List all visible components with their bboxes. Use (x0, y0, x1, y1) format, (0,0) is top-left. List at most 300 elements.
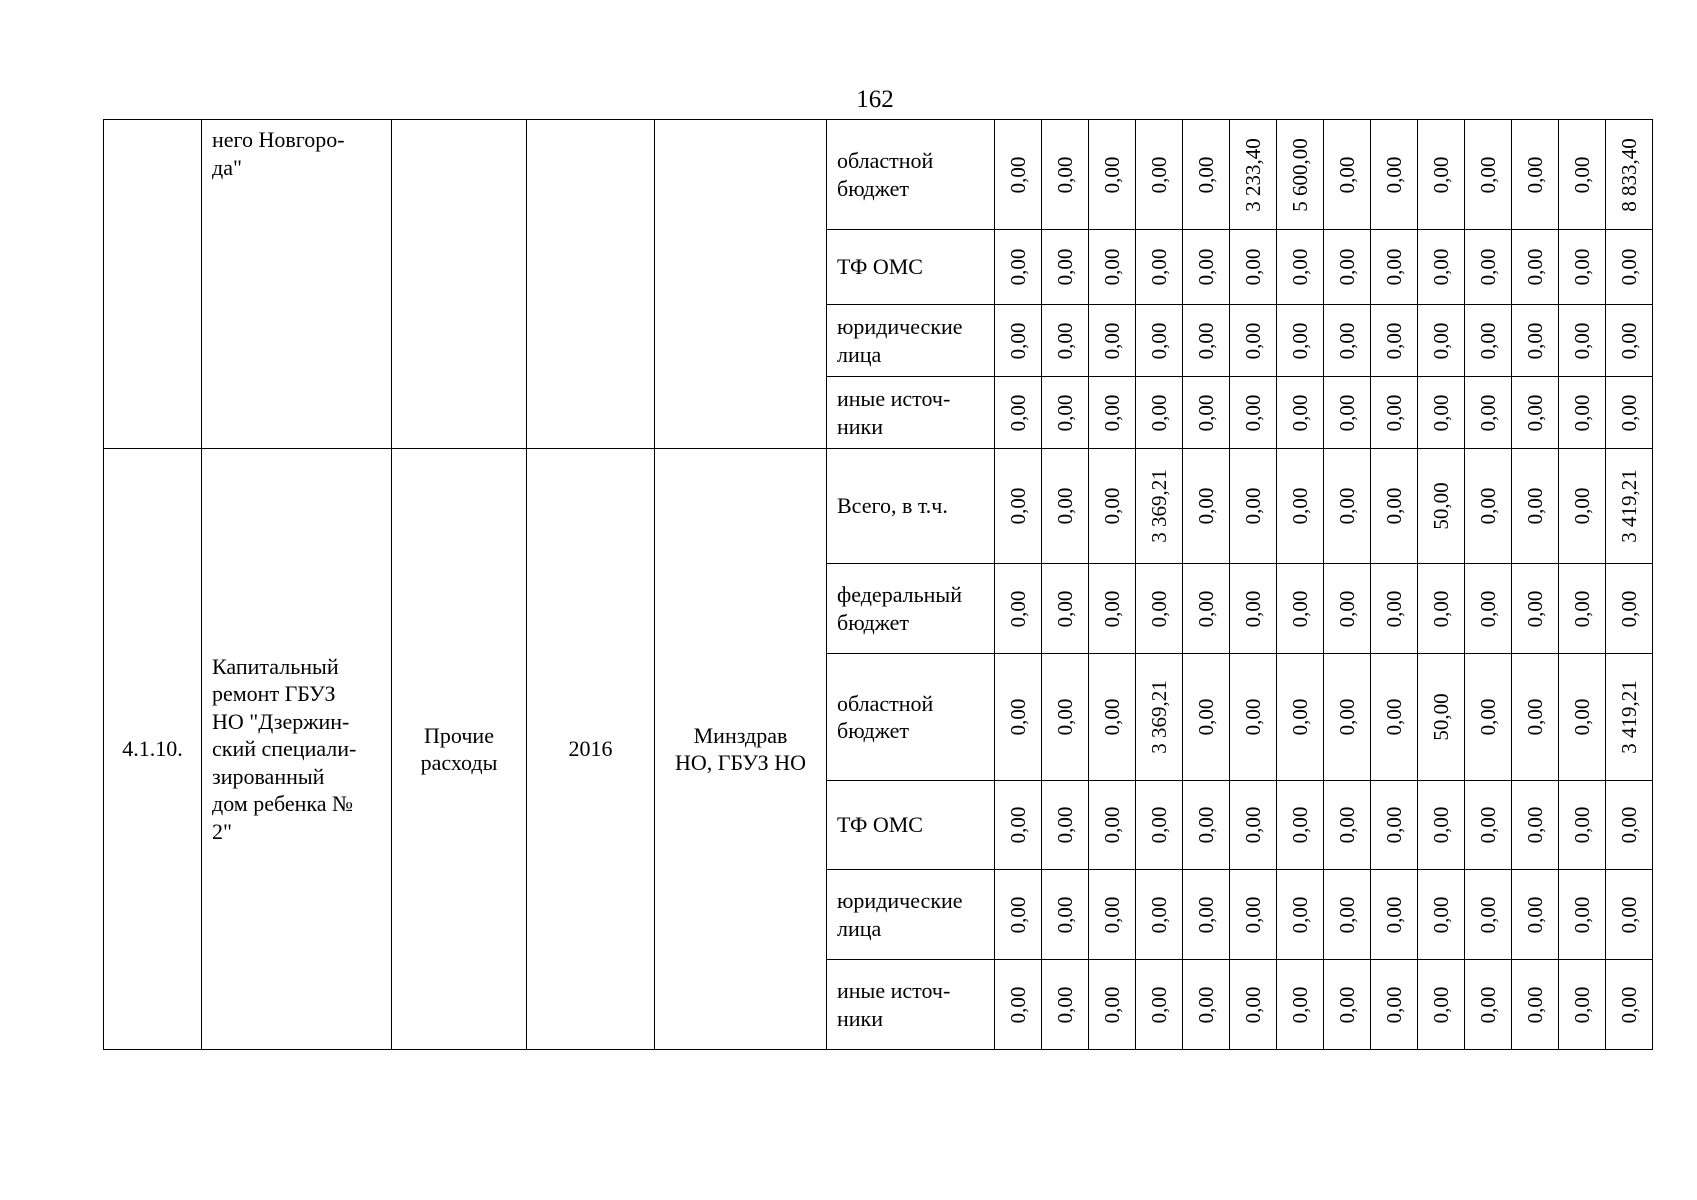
amount-value: 0,00 (1052, 394, 1077, 431)
amount-value: 0,00 (1522, 698, 1547, 736)
amount-value: 0,00 (1381, 156, 1406, 193)
amount-cell (1606, 960, 1653, 1050)
amount-cell (1042, 564, 1089, 654)
text-line: Минздрав (693, 722, 788, 748)
amount-cell (1606, 230, 1653, 305)
amount-cell (1089, 781, 1136, 870)
amount-cell (1277, 960, 1324, 1050)
amount-cell (1183, 564, 1230, 654)
text-line: расходы (420, 750, 498, 775)
amount-cell (1230, 781, 1277, 870)
amount-value: 0,00 (1287, 322, 1312, 359)
amount-cell (1371, 654, 1418, 781)
text-line: юридические (837, 888, 963, 913)
text-line: лица (837, 915, 882, 941)
amount-cell (1606, 305, 1653, 377)
amount-cell (1465, 120, 1512, 230)
amount-cell (1324, 564, 1371, 654)
amount-cell (1559, 305, 1606, 377)
amount-cell (1418, 377, 1465, 449)
amount-value: 0,00 (1381, 394, 1406, 431)
amount-value: 0,00 (1193, 806, 1218, 844)
text-line: иные источ- (837, 978, 951, 1003)
amount-cell (1418, 305, 1465, 377)
amount-cell (1183, 960, 1230, 1050)
amount-cell (995, 230, 1042, 305)
amount-value: 0,00 (1616, 896, 1641, 933)
amount-cell (1559, 120, 1606, 230)
amount-cell (1371, 230, 1418, 305)
amount-cell (1324, 120, 1371, 230)
amount-value: 0,00 (1240, 896, 1265, 933)
amount-value: 0,00 (1381, 322, 1406, 359)
amount-value: 0,00 (1005, 394, 1030, 431)
amount-cell (1183, 120, 1230, 230)
amount-cell (1324, 870, 1371, 960)
funding-source (827, 781, 995, 870)
amount-cell (1183, 654, 1230, 781)
amount-value: 0,00 (1193, 394, 1218, 431)
amount-value: 0,00 (1052, 590, 1077, 627)
amount-cell (1324, 305, 1371, 377)
amount-value: 0,00 (1334, 487, 1359, 525)
amount-cell (1418, 564, 1465, 654)
text-line: Капитальный (212, 653, 339, 679)
amount-cell (1371, 449, 1418, 564)
text-line: юридические (837, 314, 963, 339)
amount-value: 0,00 (1146, 248, 1171, 286)
amount-value: 0,00 (1569, 590, 1594, 627)
amount-value: 0,00 (1193, 487, 1218, 525)
amount-cell (1559, 230, 1606, 305)
amount-value: 50,00 (1428, 693, 1453, 741)
amount-value: 0,00 (1616, 248, 1641, 286)
amount-cell (1230, 449, 1277, 564)
amount-cell (1277, 781, 1324, 870)
amount-value: 0,00 (1193, 986, 1218, 1023)
item-name (202, 120, 392, 449)
amount-value: 0,00 (1569, 248, 1594, 286)
funding-source (827, 305, 995, 377)
amount-value: 0,00 (1475, 698, 1500, 736)
item-name (202, 449, 392, 1050)
amount-value: 0,00 (1146, 806, 1171, 844)
amount-value: 0,00 (1428, 590, 1453, 627)
amount-value: 0,00 (1428, 986, 1453, 1023)
amount-cell (1512, 230, 1559, 305)
text-line: ремонт ГБУЗ (212, 681, 336, 707)
amount-value: 0,00 (1287, 590, 1312, 627)
amount-cell (1512, 870, 1559, 960)
text-line: бюджет (837, 718, 909, 743)
amount-cell (1371, 960, 1418, 1050)
amount-value: 0,00 (1475, 806, 1500, 844)
item-code: 4.1.10. (104, 449, 202, 1050)
amount-value: 0,00 (1381, 487, 1406, 525)
amount-cell (1042, 230, 1089, 305)
amount-value: 0,00 (1334, 248, 1359, 286)
amount-value: 0,00 (1287, 487, 1312, 525)
amount-value: 0,00 (1522, 394, 1547, 431)
amount-cell (995, 960, 1042, 1050)
amount-value: 0,00 (1569, 896, 1594, 933)
amount-value: 0,00 (1381, 698, 1406, 736)
amount-value: 0,00 (1005, 156, 1030, 193)
amount-value: 0,00 (1052, 806, 1077, 844)
amount-value: 0,00 (1052, 248, 1077, 286)
amount-value: 0,00 (1334, 322, 1359, 359)
amount-cell (1136, 870, 1183, 960)
amount-value: 0,00 (1005, 986, 1030, 1023)
amount-value: 0,00 (1287, 248, 1312, 286)
amount-cell (1042, 449, 1089, 564)
amount-cell (1136, 654, 1183, 781)
amount-value: 0,00 (1287, 896, 1312, 933)
amount-value: 0,00 (1287, 806, 1312, 844)
text-line: 2" (212, 818, 232, 844)
amount-value: 0,00 (1522, 806, 1547, 844)
year (527, 120, 655, 449)
amount-cell (1324, 960, 1371, 1050)
amount-value: 0,00 (1428, 156, 1453, 193)
amount-cell (1183, 377, 1230, 449)
amount-cell (1418, 781, 1465, 870)
amount-cell (1559, 377, 1606, 449)
amount-value: 0,00 (1240, 394, 1265, 431)
amount-cell (1089, 960, 1136, 1050)
amount-value: 0,00 (1052, 322, 1077, 359)
amount-value: 0,00 (1616, 322, 1641, 359)
amount-cell (1042, 781, 1089, 870)
amount-cell (1465, 960, 1512, 1050)
text-line: него Новгоро- (212, 127, 345, 152)
amount-value: 0,00 (1193, 322, 1218, 359)
amount-value: 0,00 (1193, 590, 1218, 627)
amount-value: 50,00 (1428, 482, 1453, 530)
text-line: зированный (212, 763, 325, 789)
amount-value: 0,00 (1052, 896, 1077, 933)
amount-cell (1465, 377, 1512, 449)
amount-cell (1324, 781, 1371, 870)
amount-value: 8 833,40 (1616, 137, 1641, 212)
amount-cell (1324, 449, 1371, 564)
amount-value: 0,00 (1381, 806, 1406, 844)
text-line: да" (212, 154, 242, 180)
table-row (104, 449, 1653, 564)
amount-cell (1230, 960, 1277, 1050)
amount-value: 0,00 (1428, 806, 1453, 844)
amount-value: 0,00 (1569, 487, 1594, 525)
amount-value: 0,00 (1475, 986, 1500, 1023)
amount-cell (1465, 781, 1512, 870)
amount-cell (1277, 120, 1324, 230)
amount-value: 0,00 (1428, 896, 1453, 933)
amount-cell (1559, 781, 1606, 870)
amount-value: 0,00 (1146, 156, 1171, 193)
amount-cell (1559, 449, 1606, 564)
funding-source (827, 654, 995, 781)
amount-cell (1371, 305, 1418, 377)
amount-cell (1089, 305, 1136, 377)
amount-cell (1324, 654, 1371, 781)
amount-value: 0,00 (1616, 394, 1641, 431)
amount-value: 0,00 (1287, 394, 1312, 431)
text-line: дом ребенка № (212, 791, 354, 817)
amount-value: 0,00 (1146, 590, 1171, 627)
amount-cell (1606, 654, 1653, 781)
amount-value: 0,00 (1334, 896, 1359, 933)
amount-value: 0,00 (1240, 806, 1265, 844)
amount-value: 0,00 (1569, 698, 1594, 736)
amount-cell (1183, 781, 1230, 870)
amount-cell (1136, 781, 1183, 870)
amount-cell (1606, 449, 1653, 564)
amount-cell (1371, 781, 1418, 870)
text-line: ТФ ОМС (837, 254, 923, 280)
text-line: Всего, в т.ч. (837, 493, 948, 519)
amount-value: 0,00 (1005, 806, 1030, 844)
amount-value: 0,00 (1522, 986, 1547, 1023)
amount-cell (1089, 230, 1136, 305)
amount-value: 0,00 (1569, 394, 1594, 431)
amount-cell (1042, 654, 1089, 781)
amount-value: 0,00 (1428, 322, 1453, 359)
funding-source (827, 870, 995, 960)
amount-cell (1324, 377, 1371, 449)
funding-source (827, 960, 995, 1050)
amount-cell (1136, 449, 1183, 564)
amount-cell (1230, 870, 1277, 960)
amount-value: 0,00 (1099, 986, 1124, 1023)
amount-cell (1089, 120, 1136, 230)
funding-source (827, 230, 995, 305)
amount-cell (1465, 449, 1512, 564)
amount-value: 0,00 (1193, 248, 1218, 286)
table-row (104, 120, 1653, 230)
amount-cell (1512, 449, 1559, 564)
amount-value: 0,00 (1287, 698, 1312, 736)
amount-cell (1042, 377, 1089, 449)
funding-source (827, 120, 995, 230)
amount-value: 0,00 (1569, 986, 1594, 1023)
amount-value: 0,00 (1475, 590, 1500, 627)
amount-value: 0,00 (1475, 394, 1500, 431)
amount-value: 0,00 (1193, 156, 1218, 193)
amount-value: 0,00 (1381, 986, 1406, 1023)
amount-value: 0,00 (1193, 896, 1218, 933)
amount-cell (1418, 870, 1465, 960)
amount-value: 0,00 (1569, 322, 1594, 359)
amount-cell (1136, 120, 1183, 230)
amount-cell (1559, 870, 1606, 960)
amount-value: 3 233,40 (1240, 137, 1265, 212)
text-line: НО "Дзержин- (212, 708, 350, 734)
amount-cell (1136, 305, 1183, 377)
amount-value: 0,00 (1240, 322, 1265, 359)
text-line: ники (837, 413, 884, 439)
amount-value: 0,00 (1522, 156, 1547, 193)
amount-value: 0,00 (1616, 986, 1641, 1023)
amount-value: 0,00 (1334, 156, 1359, 193)
amount-cell (1089, 449, 1136, 564)
amount-value: 0,00 (1005, 322, 1030, 359)
amount-value: 0,00 (1522, 248, 1547, 286)
amount-cell (995, 654, 1042, 781)
amount-value: 3 419,21 (1616, 469, 1641, 543)
text-line: бюджет (837, 175, 909, 201)
amount-value: 0,00 (1052, 698, 1077, 736)
text-line: ТФ ОМС (837, 812, 923, 838)
amount-cell (1089, 654, 1136, 781)
amount-value: 0,00 (1569, 156, 1594, 193)
amount-cell (1465, 654, 1512, 781)
amount-cell (1136, 230, 1183, 305)
text-line: иные источ- (837, 386, 951, 411)
amount-value: 0,00 (1240, 986, 1265, 1023)
amount-cell (1559, 564, 1606, 654)
text-line: НО, ГБУЗ НО (675, 750, 806, 775)
item-code (104, 120, 202, 449)
amount-cell (995, 305, 1042, 377)
amount-value: 0,00 (1334, 806, 1359, 844)
amount-cell (1277, 230, 1324, 305)
amount-value: 0,00 (1099, 896, 1124, 933)
amount-value: 0,00 (1240, 590, 1265, 627)
amount-cell (995, 870, 1042, 960)
amount-value: 0,00 (1287, 986, 1312, 1023)
amount-cell (1418, 449, 1465, 564)
text-line: бюджет (837, 609, 909, 635)
amount-value: 0,00 (1240, 698, 1265, 736)
amount-cell (995, 781, 1042, 870)
amount-value: 0,00 (1240, 487, 1265, 525)
amount-value: 0,00 (1475, 156, 1500, 193)
amount-cell (1465, 870, 1512, 960)
amount-cell (995, 449, 1042, 564)
amount-value: 0,00 (1381, 590, 1406, 627)
amount-value: 0,00 (1522, 590, 1547, 627)
amount-cell (1512, 960, 1559, 1050)
executor (655, 120, 827, 449)
year: 2016 (527, 449, 655, 1050)
amount-cell (1183, 449, 1230, 564)
amount-cell (1183, 870, 1230, 960)
amount-cell (1277, 449, 1324, 564)
amount-cell (1277, 654, 1324, 781)
amount-cell (1042, 870, 1089, 960)
text-line: областной (837, 148, 934, 173)
amount-value: 0,00 (1005, 590, 1030, 627)
amount-value: 0,00 (1099, 487, 1124, 525)
amount-value: 0,00 (1005, 698, 1030, 736)
amount-value: 0,00 (1052, 986, 1077, 1023)
amount-value: 0,00 (1334, 698, 1359, 736)
amount-value: 0,00 (1099, 394, 1124, 431)
amount-value: 0,00 (1052, 156, 1077, 193)
amount-cell (1371, 120, 1418, 230)
expense-type (392, 449, 527, 1050)
text-line: Прочие (424, 722, 494, 748)
text-line: областной (837, 690, 934, 716)
text-line: ский специали- (212, 736, 357, 762)
expense-type (392, 120, 527, 449)
amount-value: 0,00 (1475, 248, 1500, 286)
funding-source (827, 377, 995, 449)
amount-cell (1183, 230, 1230, 305)
amount-cell (1089, 870, 1136, 960)
funding-source (827, 449, 995, 564)
amount-cell (1418, 120, 1465, 230)
amount-cell (1418, 230, 1465, 305)
amount-cell (1230, 305, 1277, 377)
amount-value: 3 419,21 (1616, 680, 1641, 754)
executor (655, 449, 827, 1050)
amount-value: 0,00 (1475, 896, 1500, 933)
financing-table (103, 119, 1653, 1050)
amount-value: 3 369,21 (1146, 680, 1171, 754)
amount-value: 5 600,00 (1287, 137, 1312, 212)
amount-value: 0,00 (1099, 806, 1124, 844)
amount-value: 0,00 (1052, 487, 1077, 525)
amount-cell (1277, 377, 1324, 449)
amount-value: 0,00 (1005, 248, 1030, 286)
amount-value: 0,00 (1334, 986, 1359, 1023)
amount-value: 0,00 (1381, 248, 1406, 286)
amount-cell (1042, 960, 1089, 1050)
amount-cell (1230, 654, 1277, 781)
amount-cell (1230, 230, 1277, 305)
amount-value: 0,00 (1428, 248, 1453, 286)
amount-value: 0,00 (1099, 698, 1124, 736)
amount-value: 0,00 (1099, 248, 1124, 286)
amount-cell (1230, 120, 1277, 230)
amount-cell (1230, 564, 1277, 654)
amount-cell (1042, 120, 1089, 230)
amount-cell (1559, 654, 1606, 781)
amount-cell (1089, 564, 1136, 654)
amount-value: 0,00 (1146, 986, 1171, 1023)
amount-cell (1512, 377, 1559, 449)
amount-value: 0,00 (1146, 896, 1171, 933)
amount-value: 0,00 (1522, 487, 1547, 525)
amount-cell (1136, 377, 1183, 449)
amount-cell (1559, 960, 1606, 1050)
amount-cell (1465, 564, 1512, 654)
amount-cell (1606, 564, 1653, 654)
amount-value: 0,00 (1616, 806, 1641, 844)
amount-cell (995, 120, 1042, 230)
amount-cell (1512, 120, 1559, 230)
text-line: федеральный (837, 582, 962, 607)
amount-value: 0,00 (1099, 156, 1124, 193)
amount-value: 0,00 (1334, 590, 1359, 627)
amount-cell (1183, 305, 1230, 377)
amount-cell (1136, 960, 1183, 1050)
amount-value: 0,00 (1193, 698, 1218, 736)
amount-cell (1277, 305, 1324, 377)
amount-cell (1089, 377, 1136, 449)
amount-cell (1512, 654, 1559, 781)
amount-cell (1042, 305, 1089, 377)
amount-cell (1230, 377, 1277, 449)
amount-value: 0,00 (1381, 896, 1406, 933)
amount-cell (1606, 377, 1653, 449)
amount-value: 0,00 (1616, 590, 1641, 627)
text-line: ники (837, 1005, 884, 1031)
amount-cell (1606, 781, 1653, 870)
amount-value: 0,00 (1522, 322, 1547, 359)
amount-cell (1465, 230, 1512, 305)
